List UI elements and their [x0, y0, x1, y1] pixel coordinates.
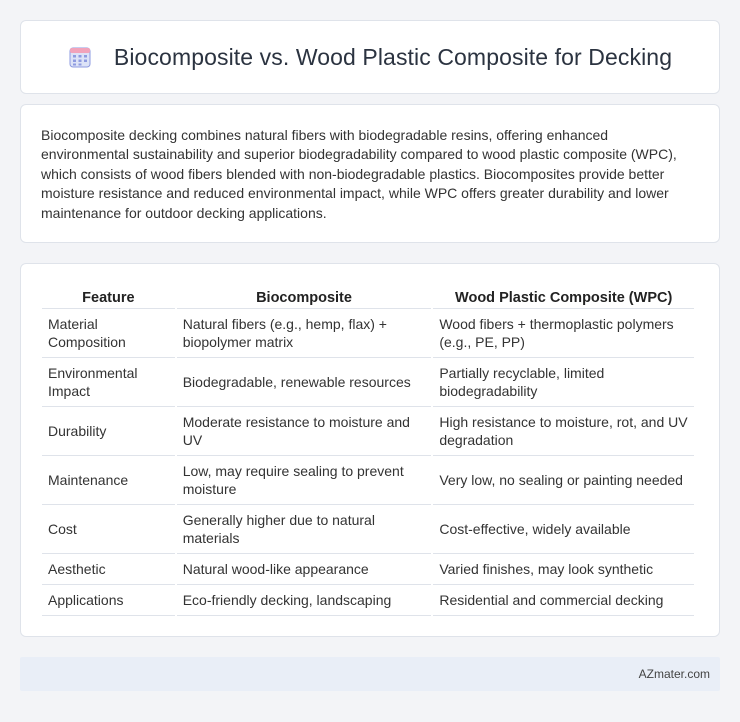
table-row [42, 554, 694, 585]
intro-paragraph: Biocomposite decking combines natural fibers with biodegradable resins, offering enhanced environmental sustainability and superior biodegradability compared to wood plastic composite (WPC), which consists of wood fibers blended with non-biodegradable plastics. Biocomposites provide better moisture resistance and reduced environmental impact, while WPC offers greater durability and lower maintenance for outdoor decking applications. [41, 127, 677, 221]
table-row [42, 585, 694, 616]
table-row [42, 456, 694, 505]
feature-cell: Durability [42, 407, 175, 456]
feature-cell: Maintenance [42, 456, 175, 505]
feature-cell: Applications [42, 585, 175, 616]
table-row [42, 505, 694, 554]
wpc-cell: Wood fibers + thermoplastic polymers (e.g., PE, PP) [433, 309, 694, 358]
feature-cell: Cost [42, 505, 175, 554]
biocomposite-cell: Eco-friendly decking, landscaping [177, 585, 432, 616]
table-header-row [42, 285, 694, 309]
wpc-cell: Residential and commercial decking [433, 585, 694, 616]
header-biocomposite: Biocomposite [177, 285, 432, 309]
wpc-cell: Cost-effective, widely available [433, 505, 694, 554]
table-row [42, 407, 694, 456]
biocomposite-cell: Generally higher due to natural materials [177, 505, 432, 554]
page-title: Biocomposite vs. Wood Plastic Composite for Decking [113, 43, 673, 70]
title-card [20, 20, 720, 94]
intro-card [20, 104, 720, 243]
feature-cell: Material Composition [42, 309, 175, 358]
comparison-table-card [20, 263, 720, 637]
biocomposite-cell: Natural fibers (e.g., hemp, flax) + biopolymer matrix [177, 309, 432, 358]
feature-cell: Environmental Impact [42, 358, 175, 407]
header-feature: Feature [42, 285, 175, 309]
wpc-cell: Very low, no sealing or painting needed [433, 456, 694, 505]
comparison-table [40, 285, 696, 616]
feature-cell: Aesthetic [42, 554, 175, 585]
wpc-cell: High resistance to moisture, rot, and UV degradation [433, 407, 694, 456]
biocomposite-cell: Natural wood-like appearance [177, 554, 432, 585]
biocomposite-cell: Moderate resistance to moisture and UV [177, 407, 432, 456]
biocomposite-cell: Biodegradable, renewable resources [177, 358, 432, 407]
biocomposite-cell: Low, may require sealing to prevent moisture [177, 456, 432, 505]
header-wpc: Wood Plastic Composite (WPC) [433, 285, 694, 309]
table-row [42, 358, 694, 407]
footer-bar [20, 657, 720, 691]
wpc-cell: Partially recyclable, limited biodegradability [433, 358, 694, 407]
wpc-cell: Varied finishes, may look synthetic [433, 554, 694, 585]
footer-brand: AZmater.com [638, 667, 710, 681]
table-row [42, 309, 694, 358]
calendar-grid-icon [68, 45, 92, 69]
